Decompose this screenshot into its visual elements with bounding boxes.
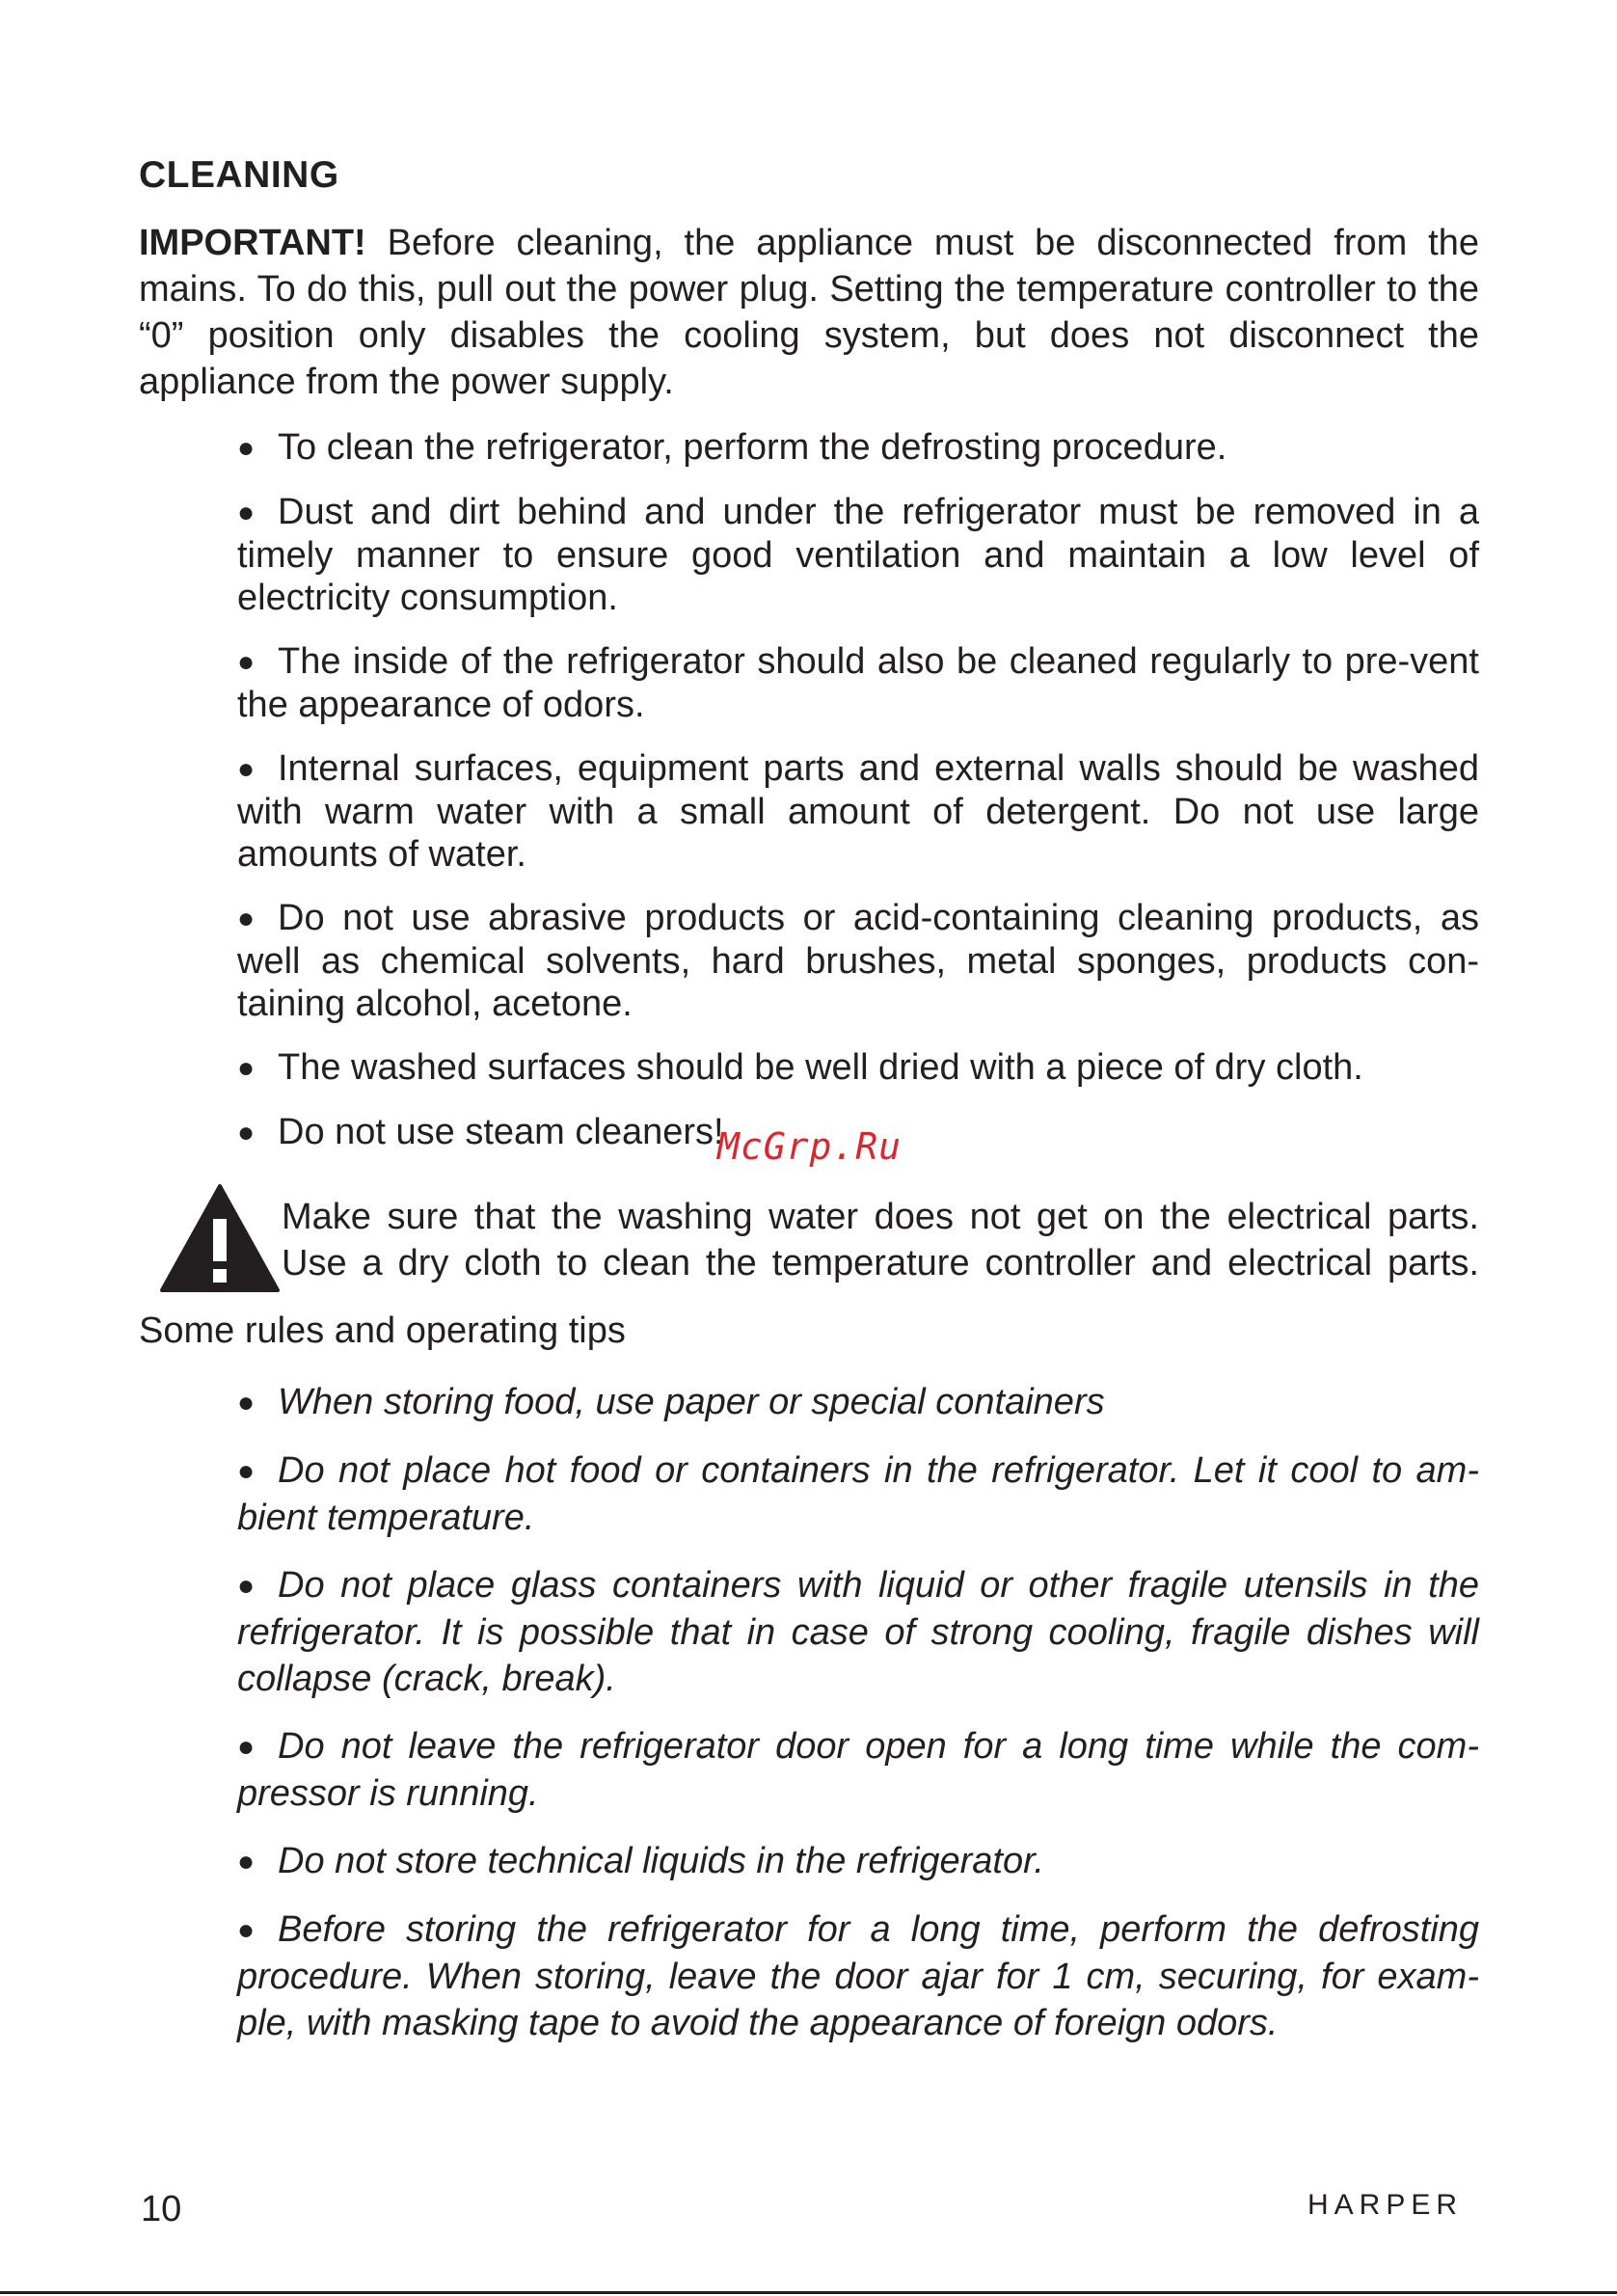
important-notice: [139, 220, 1479, 405]
list-item: [237, 491, 1479, 619]
page-number: 10: [141, 2189, 182, 2229]
warning-block: [160, 1184, 1479, 1296]
bullet-icon: ●: [237, 1387, 256, 1418]
section-heading: CLEANING: [139, 154, 339, 196]
tips-heading: Some rules and operating tips: [139, 1310, 626, 1351]
list-item-text: Do not use abrasive products or acid-containing cleaning products, as well as chemical solvents, hard brushes, metal sponges, products con-taining alcohol, acetone.: [237, 898, 1479, 1024]
list-item-text: Do not store technical liquids in the refrigerator.: [278, 1841, 1044, 1881]
bullet-icon: ●: [237, 1455, 256, 1487]
list-item-text: Do not place hot food or containers in the refrigerator. Let it cool to am-bient temperature.: [237, 1450, 1479, 1538]
important-text: Before cleaning, the appliance must be disconnected from the mains. To do this, pull out the power plug. Setting the temperature controller to the “0” position only disables the cooling system, but does not disconnect the appliance from the power supply.: [139, 223, 1479, 402]
list-item: [237, 1562, 1479, 1702]
warning-triangle-icon: [160, 1184, 280, 1292]
important-label: IMPORTANT!: [139, 223, 366, 263]
list-item-text: When storing food, use paper or special containers: [278, 1382, 1105, 1422]
watermark: McGrp.Ru: [717, 1125, 903, 1168]
bullet-icon: ●: [237, 1052, 256, 1084]
list-item-text: Dust and dirt behind and under the refrigerator must be removed in a timely manner to ensure good ventilation and maintain a low level of electricity consumption.: [237, 492, 1479, 618]
page-bottom-border: [0, 2291, 1617, 2294]
list-item: [237, 747, 1479, 876]
list-item: [237, 1723, 1479, 1817]
bullet-icon: ●: [237, 432, 256, 464]
warning-line-1: Make sure that the washing water does not get on the electrical parts.: [282, 1197, 1479, 1237]
list-item: [237, 1906, 1479, 2046]
bullet-icon: ●: [237, 1570, 256, 1602]
list-item-text: Before storing the refrigerator for a long time, perform the defrosting procedure. When storing, leave the door ajar for 1 cm, securing, for exam-ple, with masking tape to avoid the appearance of foreign odors.: [237, 1909, 1479, 2043]
bullet-icon: ●: [237, 1731, 256, 1763]
bullet-icon: ●: [237, 497, 256, 528]
bullet-icon: ●: [237, 1846, 256, 1877]
list-item-text: The washed surfaces should be well dried with a piece of dry cloth.: [278, 1047, 1363, 1088]
list-item-text: Do not leave the refrigerator door open for a long time while the com-pressor is running.: [237, 1726, 1479, 1814]
warning-text: [282, 1194, 1479, 1286]
list-item: [237, 897, 1479, 1025]
warning-line-2: Use a dry cloth to clean the temperature controller and electrical parts.: [282, 1243, 1479, 1283]
list-item-text: To clean the refrigerator, perform the defrosting procedure.: [278, 427, 1227, 468]
list-item-text: Internal surfaces, equipment parts and external walls should be washed with warm water with a small amount of detergent. Do not use large amounts of water.: [237, 748, 1479, 875]
bullet-icon: ●: [237, 903, 256, 934]
cleaning-list: [237, 426, 1479, 1175]
list-item: [237, 1838, 1479, 1885]
list-item: [237, 1379, 1479, 1426]
bullet-icon: ●: [237, 1117, 256, 1148]
list-item: [237, 1447, 1479, 1541]
list-item-text: Do not use steam cleaners!: [278, 1112, 724, 1152]
list-item-text: Do not place glass containers with liquid or other fragile utensils in the refrigerator. It is possible that in case of strong cooling, fragile dishes will collapse (crack, break).: [237, 1565, 1479, 1699]
bullet-icon: ●: [237, 1914, 256, 1946]
tips-list: [237, 1379, 1479, 2067]
brand-logo: HARPER: [1307, 2189, 1464, 2221]
list-item: [237, 426, 1479, 470]
bullet-icon: ●: [237, 646, 256, 678]
bullet-icon: ●: [237, 753, 256, 785]
list-item: [237, 640, 1479, 726]
list-item: [237, 1046, 1479, 1090]
list-item-text: The inside of the refrigerator should also be cleaned regularly to pre-vent the appearance of odors.: [237, 641, 1479, 725]
